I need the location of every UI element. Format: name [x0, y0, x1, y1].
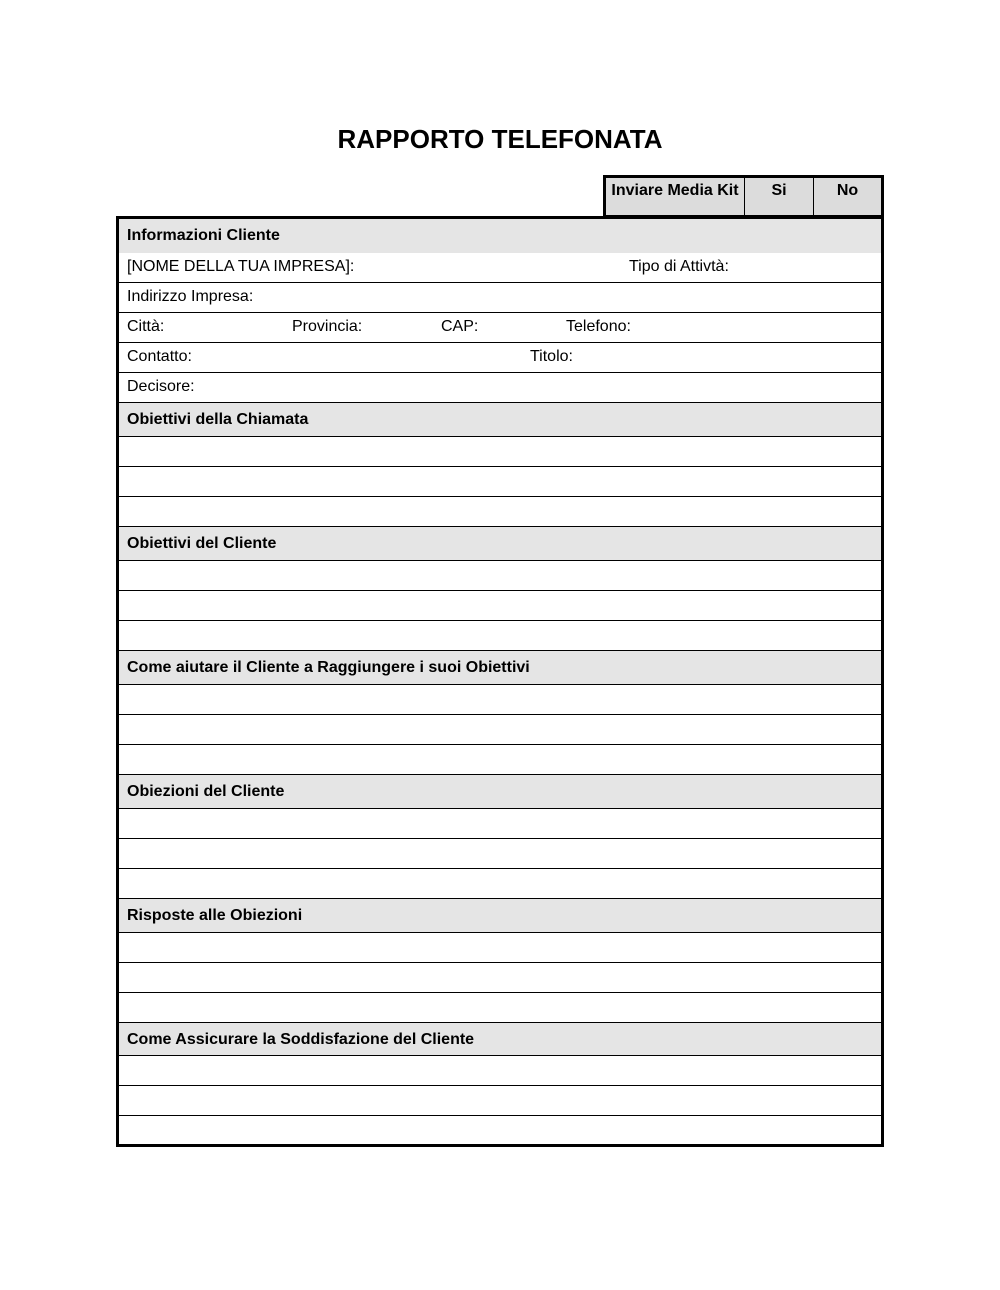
blank-line[interactable]	[119, 809, 881, 839]
section-title: Come Assicurare la Soddisfazione del Cliente	[127, 1031, 475, 1048]
address-label: Indirizzo Impresa:	[127, 288, 254, 305]
blank-line[interactable]	[119, 685, 881, 715]
blank-line[interactable]	[119, 839, 881, 869]
business-type-label: Tipo di Attivtà:	[629, 258, 729, 275]
blank-line[interactable]	[119, 621, 881, 651]
city-label: Città:	[127, 318, 165, 335]
media-kit-table	[603, 175, 884, 218]
section-title: Obiettivi del Cliente	[127, 535, 277, 552]
section-header-call-objectives	[119, 403, 881, 437]
section-title: Obiezioni del Cliente	[127, 783, 285, 800]
section-header-client-objectives	[119, 527, 881, 561]
blank-line[interactable]	[119, 591, 881, 621]
blank-line[interactable]	[119, 745, 881, 775]
section-header-client-objections	[119, 775, 881, 809]
section-header-objection-responses	[119, 899, 881, 933]
zip-label: CAP:	[441, 318, 479, 335]
blank-line[interactable]	[119, 963, 881, 993]
section-header-client-satisfaction	[119, 1023, 881, 1056]
section-title: Risposte alle Obiezioni	[127, 907, 303, 924]
blank-line[interactable]	[119, 1056, 881, 1086]
section-title: Come aiutare il Cliente a Raggiungere i suoi Obiettivi	[127, 659, 530, 676]
decision-maker-label: Decisore:	[127, 378, 195, 395]
blank-line[interactable]	[119, 1116, 881, 1146]
section-header-client-info	[119, 219, 881, 253]
media-kit-label: Inviare Media Kit	[606, 178, 745, 215]
company-label: [NOME DELLA TUA IMPRESA]:	[127, 258, 355, 275]
section-header-help-client	[119, 651, 881, 685]
blank-line[interactable]	[119, 1086, 881, 1116]
media-kit-yes-label[interactable]: Si	[745, 178, 814, 215]
call-report-form	[116, 216, 884, 1147]
blank-line[interactable]	[119, 497, 881, 527]
section-title: Obiettivi della Chiamata	[127, 411, 309, 428]
section-title: Informazioni Cliente	[127, 227, 280, 244]
phone-label: Telefono:	[566, 318, 631, 335]
province-label: Provincia:	[292, 318, 363, 335]
blank-line[interactable]	[119, 561, 881, 591]
contact-label: Contatto:	[127, 348, 192, 365]
address-row[interactable]	[119, 283, 881, 313]
blank-line[interactable]	[119, 993, 881, 1023]
blank-line[interactable]	[119, 869, 881, 899]
city-row[interactable]	[119, 313, 881, 343]
blank-line[interactable]	[119, 437, 881, 467]
blank-line[interactable]	[119, 933, 881, 963]
blank-line[interactable]	[119, 467, 881, 497]
job-title-label: Titolo:	[530, 348, 573, 365]
decision-maker-row[interactable]	[119, 373, 881, 403]
page-title: RAPPORTO TELEFONATA	[337, 124, 663, 154]
media-kit-no-label[interactable]: No	[836, 182, 859, 199]
company-row[interactable]	[119, 253, 881, 283]
blank-line[interactable]	[119, 715, 881, 745]
contact-row[interactable]	[119, 343, 881, 373]
